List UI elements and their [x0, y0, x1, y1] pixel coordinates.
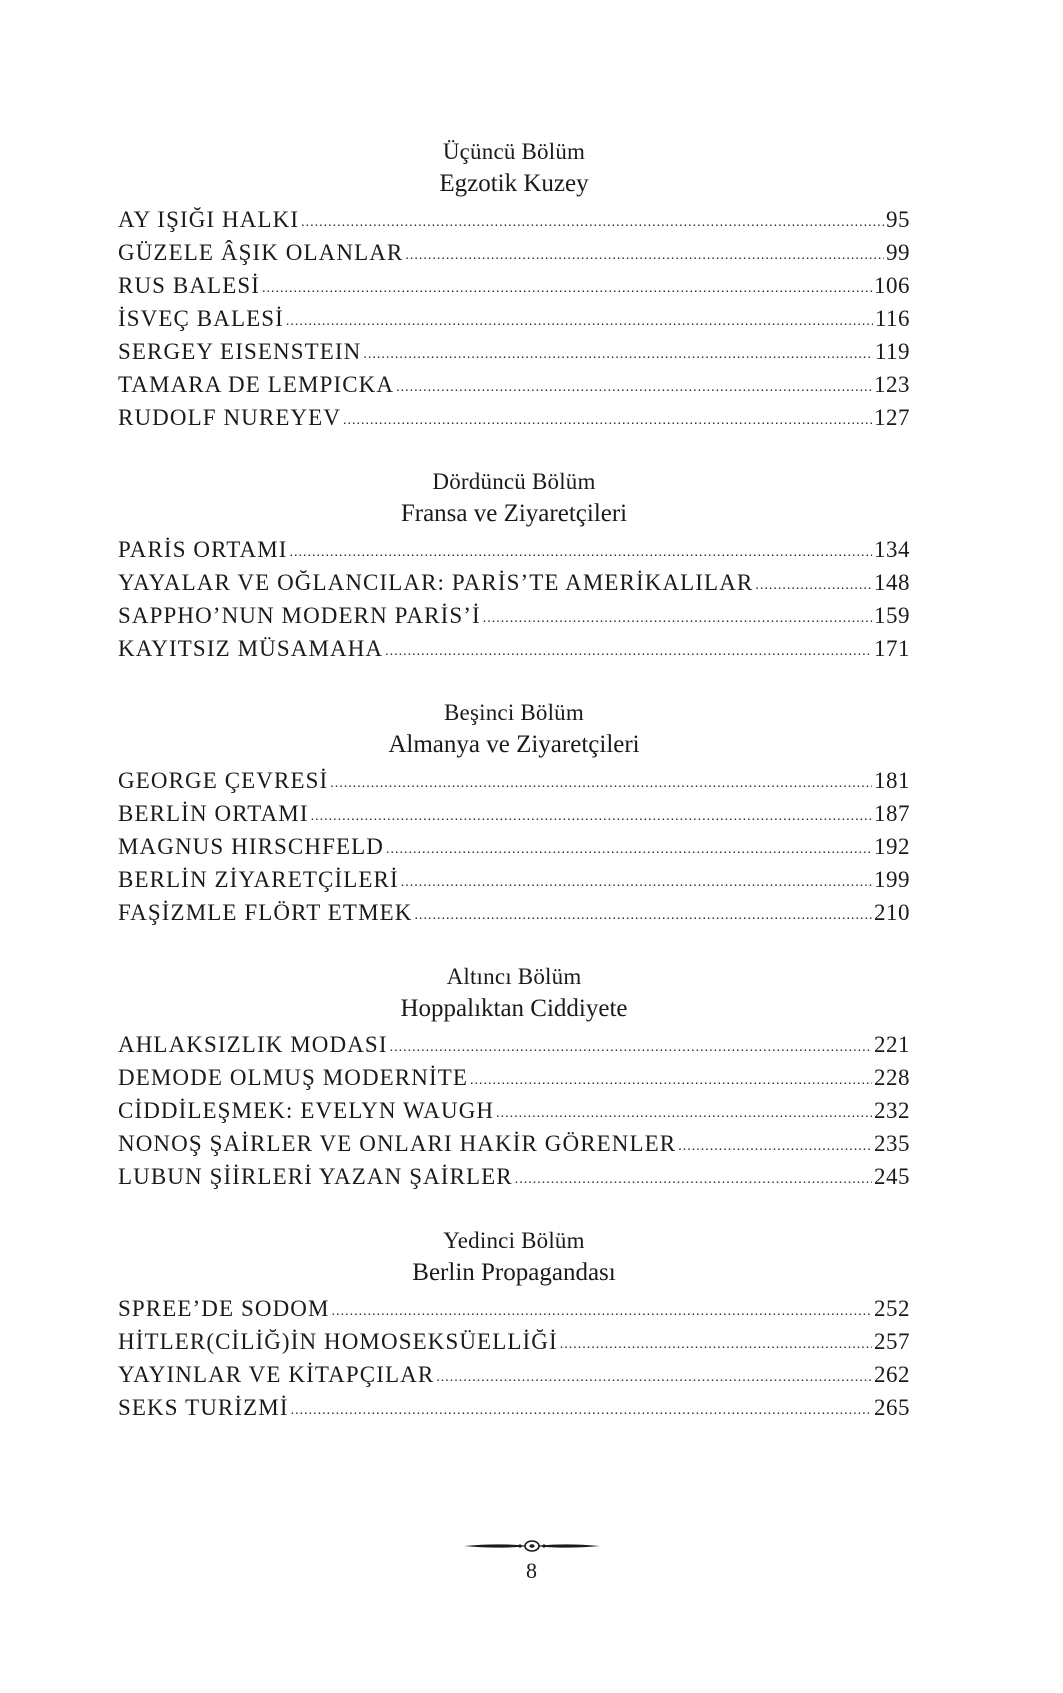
- entry-page-number: 210: [874, 900, 910, 925]
- entry-title: PARİS ORTAMI: [118, 537, 288, 562]
- entry-page-number: 159: [874, 603, 910, 628]
- entry-title: YAYINLAR VE KİTAPÇILAR: [118, 1362, 435, 1387]
- toc-section: [118, 698, 910, 929]
- toc-entry[interactable]: [118, 1292, 910, 1325]
- dot-leader: [390, 1031, 872, 1064]
- entry-title: CİDDİLEŞMEK: EVELYN WAUGH: [118, 1098, 495, 1123]
- entry-page-number: 252: [874, 1296, 910, 1321]
- entry-title: GEORGE ÇEVRESİ: [118, 768, 329, 793]
- toc-section: [118, 137, 910, 434]
- entry-title: SEKS TURİZMİ: [118, 1395, 289, 1420]
- entry-title: KAYITSIZ MÜSAMAHA: [118, 636, 384, 661]
- dot-leader: [330, 767, 872, 800]
- dot-leader: [301, 206, 884, 239]
- toc-entry[interactable]: [118, 533, 910, 566]
- entry-page-number: 119: [874, 339, 910, 364]
- dot-leader: [415, 899, 873, 932]
- page-number: 8: [526, 1558, 537, 1583]
- dot-leader: [343, 404, 872, 437]
- entry-page-number: 257: [874, 1329, 910, 1354]
- entry-page-number: 228: [874, 1065, 910, 1090]
- entry-page-number: 187: [874, 801, 910, 826]
- toc-entry[interactable]: [118, 632, 910, 665]
- page-footer: [0, 1538, 1063, 1584]
- toc-entry[interactable]: [118, 599, 910, 632]
- toc-entry[interactable]: [118, 1061, 910, 1094]
- toc-entry[interactable]: [118, 368, 910, 401]
- dot-leader: [386, 833, 872, 866]
- dot-leader: [332, 1295, 872, 1328]
- toc-section: [118, 1226, 910, 1424]
- entry-page-number: 199: [874, 867, 910, 892]
- entry-page-number: 171: [874, 636, 910, 661]
- entry-title: YAYALAR VE OĞLANCILAR: PARİS’TE AMERİKALILAR: [118, 570, 754, 595]
- toc-entry[interactable]: [118, 566, 910, 599]
- chapter-title: Hoppalıktan Ciddiyete: [400, 995, 628, 1022]
- entry-title: SPREE’DE SODOM: [118, 1296, 330, 1321]
- entry-page-number: 116: [874, 306, 910, 331]
- entry-title: BERLİN ZİYARETÇİLERİ: [118, 867, 399, 892]
- entry-page-number: 95: [886, 207, 910, 232]
- entry-page-number: 192: [874, 834, 910, 859]
- toc-section: [118, 962, 910, 1193]
- entry-title: RUS BALESİ: [118, 273, 260, 298]
- dot-leader: [290, 536, 872, 569]
- toc-entry[interactable]: [118, 302, 910, 335]
- chapter-label: Yedinci Bölüm: [443, 1228, 585, 1253]
- chapter-title: Almanya ve Ziyaretçileri: [388, 731, 640, 758]
- dot-leader: [678, 1130, 872, 1163]
- entry-page-number: 123: [874, 372, 910, 397]
- dot-leader: [436, 1361, 872, 1394]
- entry-page-number: 106: [874, 273, 910, 298]
- entry-title: RUDOLF NUREYEV: [118, 405, 342, 430]
- chapter-label: Üçüncü Bölüm: [442, 139, 586, 164]
- dot-leader: [363, 338, 872, 371]
- dot-leader: [496, 1097, 872, 1130]
- entry-page-number: 99: [886, 240, 910, 265]
- entry-title: FAŞİZMLE FLÖRT ETMEK: [118, 900, 413, 925]
- toc-entry[interactable]: [118, 335, 910, 368]
- entry-page-number: 262: [874, 1362, 910, 1387]
- toc-section: [118, 467, 910, 665]
- entry-title: MAGNUS HIRSCHFELD: [118, 834, 384, 859]
- toc-entry[interactable]: [118, 401, 910, 434]
- chapter-title: Fransa ve Ziyaretçileri: [400, 500, 628, 527]
- toc-entry[interactable]: [118, 203, 910, 236]
- toc-entry[interactable]: [118, 269, 910, 302]
- dot-leader: [405, 239, 884, 272]
- toc-entry[interactable]: [118, 236, 910, 269]
- entry-page-number: 245: [874, 1164, 910, 1189]
- entry-page-number: 235: [874, 1131, 910, 1156]
- entry-page-number: 127: [874, 405, 910, 430]
- dot-leader: [483, 602, 872, 635]
- chapter-label: Beşinci Bölüm: [444, 700, 584, 725]
- toc-entry[interactable]: [118, 863, 910, 896]
- dot-leader: [286, 305, 873, 338]
- chapter-title: Egzotik Kuzey: [439, 170, 589, 197]
- entry-page-number: 148: [874, 570, 910, 595]
- dot-leader: [396, 371, 872, 404]
- dot-leader: [560, 1328, 872, 1361]
- entry-title: DEMODE OLMUŞ MODERNİTE: [118, 1065, 469, 1090]
- toc-entry[interactable]: [118, 1358, 910, 1391]
- entry-page-number: 181: [874, 768, 910, 793]
- entry-title: AHLAKSIZLIK MODASI: [118, 1032, 388, 1057]
- entry-title: AY IŞIĞI HALKI: [118, 207, 300, 232]
- chapter-title: Berlin Propagandası: [412, 1259, 616, 1286]
- toc-entry[interactable]: [118, 830, 910, 863]
- entry-title: İSVEÇ BALESİ: [118, 306, 284, 331]
- entry-title: LUBUN ŞİİRLERİ YAZAN ŞAİRLER: [118, 1164, 513, 1189]
- toc-entry[interactable]: [118, 896, 910, 929]
- toc-entry[interactable]: [118, 1325, 910, 1358]
- entry-page-number: 134: [874, 537, 910, 562]
- toc-entry[interactable]: [118, 1028, 910, 1061]
- dot-leader: [385, 635, 872, 668]
- dot-leader: [401, 866, 872, 899]
- toc-entry[interactable]: [118, 797, 910, 830]
- table-of-contents: [118, 137, 910, 1424]
- toc-entry[interactable]: [118, 1391, 910, 1424]
- dot-leader: [262, 272, 872, 305]
- entry-page-number: 265: [874, 1395, 910, 1420]
- toc-entry[interactable]: [118, 764, 910, 797]
- toc-entry[interactable]: [118, 1094, 910, 1127]
- entry-title: TAMARA DE LEMPICKA: [118, 372, 395, 397]
- entry-title: BERLİN ORTAMI: [118, 801, 309, 826]
- entry-title: SAPPHO’NUN MODERN PARİS’İ: [118, 603, 481, 628]
- dot-leader: [515, 1163, 872, 1196]
- entry-title: NONOŞ ŞAİRLER VE ONLARI HAKİR GÖRENLER: [118, 1131, 677, 1156]
- chapter-label: Altıncı Bölüm: [446, 964, 582, 989]
- toc-entry[interactable]: [118, 1160, 910, 1193]
- entry-page-number: 221: [874, 1032, 910, 1057]
- entry-title: GÜZELE ÂŞIK OLANLAR: [118, 240, 404, 265]
- dot-leader: [311, 800, 872, 833]
- entry-title: HİTLER(CİLİĞ)İN HOMOSEKSÜELLİĞİ: [118, 1329, 558, 1354]
- dot-leader: [470, 1064, 872, 1097]
- entry-page-number: 232: [874, 1098, 910, 1123]
- dot-leader: [291, 1394, 872, 1427]
- entry-title: SERGEY EISENSTEIN: [118, 339, 362, 364]
- toc-entry[interactable]: [118, 1127, 910, 1160]
- chapter-label: Dördüncü Bölüm: [432, 469, 596, 494]
- flourish-ornament-icon: [462, 1538, 602, 1554]
- dot-leader: [755, 569, 872, 602]
